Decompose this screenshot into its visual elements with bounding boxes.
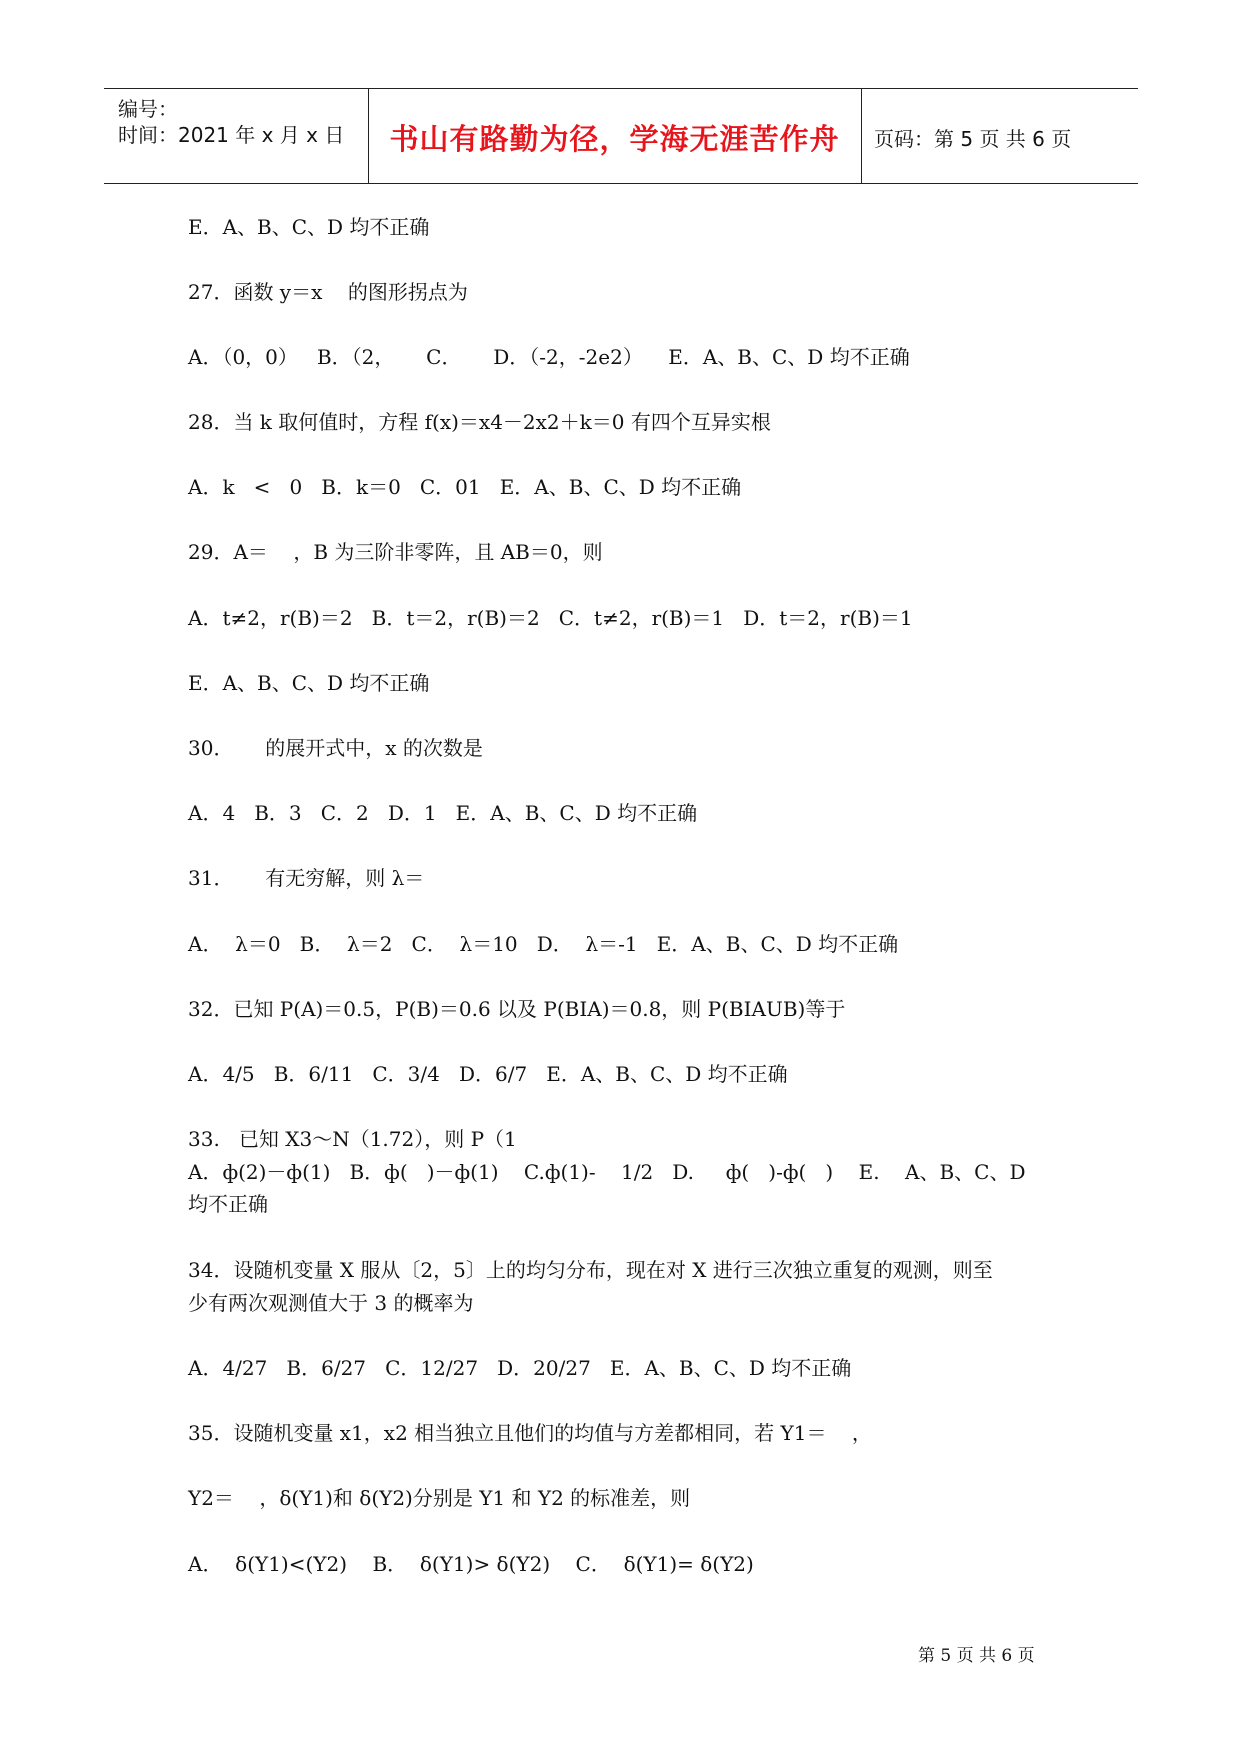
page-header — [104, 88, 1138, 184]
options-27: A．（0，0） B．（2， C． D．（-2，-2e2） E．A、B、C、D 均不正确 — [188, 345, 910, 369]
options-35: A． δ(Y1)<(Y2) B． δ(Y1)> δ(Y2) C． δ(Y1)= δ(Y2) — [188, 1552, 754, 1576]
options-30: A．4 B．3 C．2 D．1 E．A、B、C、D 均不正确 — [188, 801, 698, 825]
options-31: A． λ＝0 B． λ＝2 C． λ＝10 D． λ＝-1 E．A、B、C、D 均不正确 — [188, 932, 899, 956]
question-34: 34．设随机变量 X 服从〔2，5〕上的均匀分布，现在对 X 进行三次独立重复的观测，则至 — [188, 1258, 993, 1282]
question-30: 30． 的展开式中，x 的次数是 — [188, 736, 483, 760]
question-27: 27．函数 y＝x 的图形拐点为 — [188, 280, 468, 304]
question-34-cont: 少有两次观测值大于 3 的概率为 — [188, 1291, 474, 1315]
question-33: 33. 已知 X3～N（1.72），则 P（1 — [188, 1127, 517, 1151]
header-page-number: 页码：第 5 页 共 6 页 — [874, 127, 1072, 151]
text-line: E．A、B、C、D 均不正确 — [188, 215, 430, 239]
options-33-cont: 均不正确 — [188, 1192, 268, 1216]
header-info-cell — [104, 89, 369, 183]
question-32: 32．已知 P(A)＝0.5，P(B)＝0.6 以及 P(BIA)＝0.8，则 P(BIAUB)等于 — [188, 997, 846, 1021]
question-28: 28．当 k 取何值时，方程 f(x)＝x4－2x2＋k＝0 有四个互异实根 — [188, 410, 771, 434]
question-35: 35．设随机变量 x1，x2 相当独立且他们的均值与方差都相同，若 Y1＝ ， — [188, 1421, 872, 1445]
header-motto: 书山有路勤为径，学海无涯苦作舟 — [389, 122, 840, 156]
options-28: A．k < 0 B．k＝0 C．01 E．A、B、C、D 均不正确 — [188, 475, 742, 499]
options-33: A．ф(2)－ф(1) B．ф( )－ф(1) C.ф(1)- 1/2 D. ф( )-ф( ) E. A、B、C、D — [188, 1160, 1026, 1184]
question-31: 31． 有无穷解，则 λ＝ — [188, 866, 425, 890]
document-number-label: 编号： — [118, 97, 178, 121]
options-34: A．4/27 B．6/27 C．12/27 D．20/27 E．A、B、C、D 均不正确 — [188, 1356, 852, 1380]
document-time-label: 时间：2021 年 x 月 x 日 — [118, 123, 345, 147]
header-page-cell — [861, 89, 1138, 183]
question-35-cont: Y2＝ ，δ(Y1)和 δ(Y2)分别是 Y1 和 Y2 的标准差，则 — [188, 1486, 691, 1510]
header-motto-cell — [368, 89, 862, 183]
options-29: A．t≠2，r(B)＝2 B．t＝2，r(B)＝2 C．t≠2，r(B)＝1 D．t＝2，r(B)＝1 — [188, 606, 913, 630]
page-footer: 第 5 页 共 6 页 — [918, 1646, 1035, 1666]
options-29-cont: E．A、B、C、D 均不正确 — [188, 671, 430, 695]
question-29: 29．A＝ ，B 为三阶非零阵，且 AB＝0，则 — [188, 540, 603, 564]
options-32: A．4/5 B．6/11 C．3/4 D．6/7 E．A、B、C、D 均不正确 — [188, 1062, 788, 1086]
